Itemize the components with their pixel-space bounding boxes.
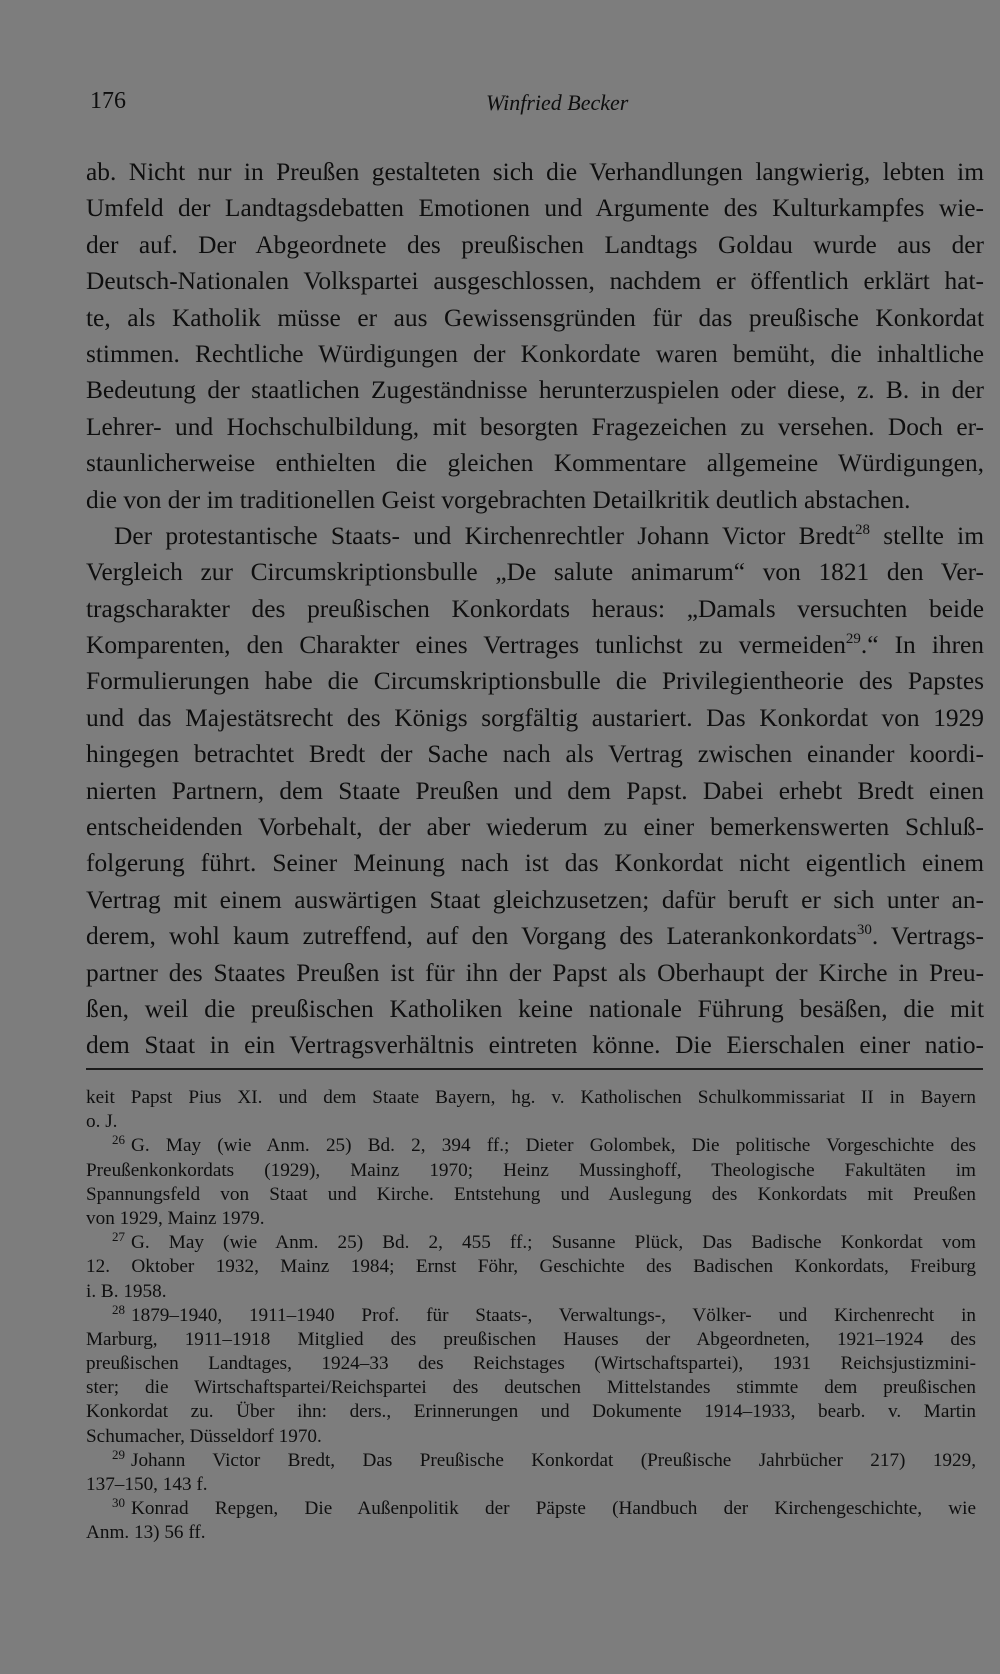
text-line: ßen, weil die preußischen Katholiken keine nationale Führung besäßen, die mit — [86, 994, 984, 1023]
page-number: 176 — [90, 88, 126, 114]
footnote-line: von 1929, Mainz 1979. — [86, 1207, 265, 1229]
text-line: folgerung führt. Seiner Meinung nach ist das Konkordat nicht eigentlich einem — [86, 849, 984, 878]
footnote-line: Konkordat zu. Über ihn: ders., Erinnerungen und Dokumente 1914–1933, bearb. v. Martin — [86, 1401, 976, 1423]
text-segment: derem, wohl kaum zutreffend, auf den Vorgang des Laterankonkordats — [86, 922, 857, 951]
footnote-text: G. May (wie Anm. 25) Bd. 2, 455 ff.; Susanne Plück, Das Badische Konkordat vom — [131, 1232, 976, 1254]
text-line: Lehrer- und Hochschulbildung, mit besorgten Fragezeichen zu versehen. Doch er- — [86, 412, 984, 441]
text-segment: .“ In ihren — [860, 631, 984, 660]
footnote-26 — [86, 1134, 976, 1158]
footnote-number: 29 — [112, 1446, 125, 1462]
text-line: und das Majestätsrecht des Königs sorgfältig austariert. Das Konkordat von 1929 — [86, 703, 984, 732]
text-line: stimmen. Rechtliche Würdigungen der Konkordate waren bemüht, die inhaltliche — [86, 339, 984, 368]
footnote-line: Spannungsfeld von Staat und Kirche. Entstehung und Auslegung des Konkordats mit Preußen — [86, 1183, 976, 1205]
text-line: tragscharakter des preußischen Konkordats heraus: „Damals versuchten beide — [86, 594, 984, 623]
footnote-text: Konrad Repgen, Die Außenpolitik der Päpste (Handbuch der Kirchengeschichte, wie — [131, 1498, 976, 1520]
footnote-text: 1879–1940, 1911–1940 Prof. für Staats-, Verwaltungs-, Völker- und Kirchenrecht in — [131, 1304, 976, 1326]
text-line — [86, 918, 984, 954]
text-line: die von der im traditionellen Geist vorgebrachten Detailkritik deutlich abstachen. — [86, 485, 911, 514]
footnote-number: 30 — [112, 1495, 125, 1511]
text-segment: Der protestantische Staats- und Kirchenrechtler Johann Victor Bredt — [114, 521, 855, 550]
running-head: Winfried Becker — [486, 90, 629, 115]
footnote-line: Schumacher, Düsseldorf 1970. — [86, 1425, 322, 1447]
text-line: partner des Staates Preußen ist für ihn der Papst als Oberhaupt der Kirche in Preu- — [86, 958, 984, 987]
footnote-line: 12. Oktober 1932, Mainz 1984; Ernst Föhr, Geschichte des Badischen Konkordats, Freiburg — [86, 1256, 976, 1278]
text-line: te, als Katholik müsse er aus Gewissensgründen für das preußische Konkordat — [86, 303, 984, 332]
text-line: Bedeutung der staatlichen Zugeständnisse herunterzuspielen oder diese, z. B. in der — [86, 376, 984, 405]
text-line: der auf. Der Abgeordnete des preußischen Landtags Goldau wurde aus der — [86, 230, 984, 259]
main-text — [86, 154, 984, 1064]
text-line: nierten Partnern, dem Staate Preußen und dem Papst. Dabei erhebt Bredt einen — [86, 776, 984, 805]
footnote-line: Preußenkonkordats (1929), Mainz 1970; Heinz Mussinghoff, Theologische Fakultäten im — [86, 1159, 976, 1181]
footnote-line: o. J. — [86, 1111, 118, 1133]
footnote-28 — [86, 1301, 976, 1328]
footnote-29 — [86, 1446, 976, 1473]
footnote-ref-28[interactable]: 28 — [855, 521, 870, 538]
footnote-line: 137–150, 143 f. — [86, 1474, 208, 1495]
footnote-ref-29[interactable]: 29 — [845, 631, 861, 648]
text-line: Formulierungen habe die Circumskriptionsbulle die Privilegientheorie des Papstes — [86, 667, 984, 696]
text-line: staunlicherweise enthielten die gleichen Kommentare allgemeine Würdigungen, — [86, 449, 984, 478]
text-line — [86, 627, 984, 663]
footnote-line: i. B. 1958. — [86, 1280, 167, 1302]
footnote-27 — [86, 1231, 976, 1255]
footnotes — [86, 1086, 976, 1546]
footnote-text: G. May (wie Anm. 25) Bd. 2, 394 ff.; Dieter Golombek, Die politische Vorgeschichte des — [131, 1135, 976, 1157]
text-line — [86, 518, 984, 554]
footnote-line: ster; die Wirtschaftspartei/Reichspartei des deutschen Mittelstandes stimmte dem preußischen — [86, 1377, 976, 1399]
footnote-text: Johann Victor Bredt, Das Preußische Konkordat (Preußische Jahrbücher 217) 1929, — [131, 1449, 976, 1471]
text-line: Deutsch-Nationalen Volkspartei ausgeschlossen, nachdem er öffentlich erklärt hat- — [86, 267, 984, 296]
text-line: ab. Nicht nur in Preußen gestalteten sich die Verhandlungen langwierig, lebten im — [86, 158, 984, 186]
text-line: hingegen betrachtet Bredt der Sache nach als Vertrag zwischen einander koordi- — [86, 740, 984, 769]
page-header — [86, 88, 986, 128]
text-line: Umfeld der Landtagsdebatten Emotionen und Argumente des Kulturkampfes wie- — [86, 194, 984, 223]
footnote-line: keit Papst Pius XI. und dem Staate Bayern, hg. v. Katholischen Schulkommissariat II in Bayern — [86, 1087, 976, 1108]
footnote-number: 26 — [112, 1132, 125, 1148]
text-line: Vergleich zur Circumskriptionsbulle „De salute animarum“ von 1821 den Ver- — [86, 558, 984, 587]
footnote-line: Anm. 13) 56 ff. — [86, 1522, 206, 1544]
text-segment: . Vertrags- — [871, 922, 984, 951]
text-segment: stellte im — [870, 521, 984, 550]
footnote-line: Marburg, 1911–1918 Mitglied des preußischen Hauses der Abgeordneten, 1921–1924 des — [86, 1328, 976, 1350]
text-line: Vertrag mit einem auswärtigen Staat gleichzusetzen; dafür beruft er sich unter an- — [86, 885, 984, 914]
footnote-number: 27 — [112, 1229, 125, 1245]
text-segment: Komparenten, den Charakter eines Vertrages tunlichst zu vermeiden — [86, 631, 846, 660]
text-line: entscheidenden Vorbehalt, der aber wiederum zu einer bemerkenswerten Schluß- — [86, 813, 984, 842]
footnote-30 — [86, 1497, 976, 1521]
text-line: dem Staat in ein Vertragsverhältnis eintreten könne. Die Eierschalen einer natio- — [86, 1031, 984, 1060]
footnote-line: preußischen Landtages, 1924–33 des Reichstages (Wirtschaftspartei), 1931 Reichsjustizmini- — [86, 1353, 976, 1375]
footnote-separator — [86, 1068, 983, 1070]
footnote-number: 28 — [112, 1301, 125, 1317]
footnote-ref-30[interactable]: 30 — [856, 922, 872, 939]
